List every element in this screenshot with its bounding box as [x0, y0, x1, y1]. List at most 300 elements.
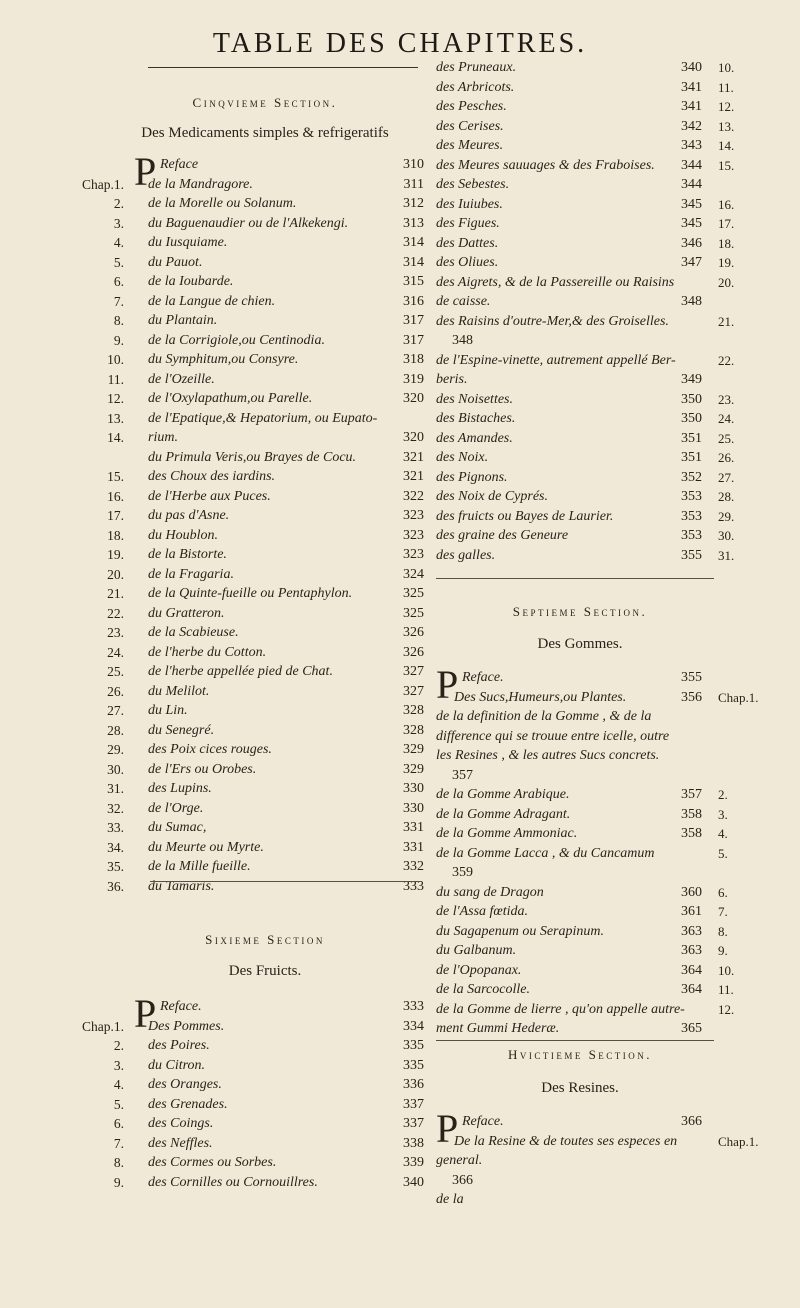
toc-entry — [432, 902, 772, 922]
chapter-title: de la Gomme Adragant. — [436, 806, 571, 822]
drop-capital: P — [436, 662, 459, 707]
page-number: 311 — [403, 176, 424, 192]
page-number: 343 — [681, 138, 702, 153]
toc-entry — [432, 688, 772, 708]
chapter-title: de la Corrigiole,ou Centinodia. — [148, 332, 325, 348]
toc-entry — [78, 584, 428, 604]
chapter-number: 26. — [107, 683, 124, 699]
toc-entry — [78, 233, 428, 253]
chapter-number: Chap.1. — [82, 1018, 124, 1034]
chapter-number: 28. — [107, 722, 124, 738]
chapter-number: 20. — [718, 274, 735, 290]
chapter-number: 14. — [718, 138, 735, 153]
chapter-number: 10. — [718, 962, 735, 978]
chapter-title: des Cerises. — [436, 118, 504, 134]
chapter-number: 12. — [107, 391, 124, 406]
chapter-number: 23. — [718, 391, 735, 407]
chapter-title: les Resines , & les autres Sucs concrets. — [436, 748, 660, 763]
toc-entry — [432, 351, 772, 371]
toc-entry — [432, 1190, 772, 1210]
toc-entry — [432, 727, 772, 747]
toc-entry — [78, 545, 428, 565]
page-number: 351 — [681, 430, 702, 446]
chapter-number: 6. — [113, 1116, 124, 1131]
page-number: 344 — [681, 157, 702, 173]
chapter-number: 10. — [107, 352, 124, 367]
chapter-title: de l'Espine-vinette, autrement appellé Ber- — [436, 352, 676, 368]
page-number: 322 — [403, 488, 424, 504]
toc-entry — [432, 507, 772, 527]
toc-entry — [432, 117, 772, 137]
toc-entry — [432, 390, 772, 410]
toc-entry — [432, 922, 772, 942]
page-number: 341 — [681, 99, 702, 114]
toc-entry — [78, 1056, 428, 1076]
page-number: 313 — [403, 215, 424, 231]
chapter-title: des Noix. — [436, 450, 489, 465]
page-number: 330 — [403, 800, 424, 816]
chapter-number: 5. — [113, 1096, 124, 1112]
chapter-title: Des Sucs,Humeurs,ou Plantes. — [454, 689, 627, 705]
chapter-title: de la Morelle ou Solanum. — [148, 196, 297, 211]
toc-entry — [78, 370, 428, 390]
page-number: 365 — [681, 1021, 702, 1036]
chapter-number: Chap.1. — [82, 176, 124, 192]
chapter-title: de la Gomme Arabique. — [436, 787, 570, 802]
toc-entry — [432, 175, 772, 195]
toc-entry — [432, 429, 772, 449]
page-number: 325 — [403, 586, 424, 601]
chapter-title: du Primula Veris,ou Brayes de Cocu. — [148, 449, 357, 465]
chapter-number: 8. — [113, 313, 124, 328]
chapter-number: 22. — [718, 352, 735, 368]
toc-entry — [432, 941, 772, 961]
chapter-number: 31. — [107, 781, 124, 796]
toc-entry — [78, 740, 428, 760]
chapter-number: 13. — [718, 118, 735, 134]
page-number: 353 — [681, 489, 702, 504]
chapter-number: 5. — [718, 845, 728, 861]
chapter-title: de la Gomme Ammoniac. — [436, 826, 578, 841]
chapter-number: 33. — [107, 820, 124, 835]
page-number: 339 — [403, 1155, 424, 1170]
toc-entry — [78, 857, 428, 877]
toc-entry — [78, 1017, 428, 1037]
toc-entry — [78, 194, 428, 214]
chapter-number: 21. — [107, 586, 124, 601]
chapter-number: 28. — [718, 489, 735, 504]
page-number: 328 — [403, 703, 424, 718]
toc-entry — [432, 546, 772, 566]
page-number: 344 — [681, 177, 702, 192]
toc-entry — [78, 1153, 428, 1173]
chapter-title: des Dattes. — [436, 235, 499, 251]
chapter-title: des Raisins d'outre-Mer,& des Groiselles. — [436, 313, 669, 329]
chapter-title: de caisse. — [436, 294, 491, 309]
chapter-title: du Galbanum. — [436, 943, 517, 958]
toc-entry — [78, 760, 428, 780]
chapter-title: du Sagapenum ou Serapinum. — [436, 923, 604, 939]
chapter-number: 18. — [107, 527, 124, 543]
chapter-title: des Oranges. — [148, 1077, 222, 1092]
page-number: 318 — [403, 352, 424, 367]
toc-entry — [78, 292, 428, 312]
chapter-title: des Grenades. — [148, 1096, 228, 1112]
toc-entry — [78, 526, 428, 546]
chapter-title: du Plantain. — [148, 313, 218, 328]
toc-entry — [78, 350, 428, 370]
page-number: 366 — [681, 1114, 702, 1129]
chapter-title: De la Resine & de toutes ses especes en — [454, 1133, 678, 1149]
toc-entry — [78, 662, 428, 682]
page-number: 356 — [681, 689, 702, 705]
chapter-title: du Pauot. — [148, 254, 203, 270]
chapter-title: du Gratteron. — [148, 605, 225, 621]
toc-entry — [78, 604, 428, 624]
drop-capital: P — [134, 149, 157, 194]
chapter-number: 9. — [718, 943, 728, 958]
chapter-number: 20. — [107, 566, 124, 582]
page-number: 341 — [681, 79, 702, 95]
chapter-title: des Pruneaux. — [436, 60, 517, 75]
chapter-number: 9. — [113, 1174, 124, 1190]
page-number: 331 — [403, 820, 424, 835]
section-7-rule — [436, 578, 714, 579]
chapter-number: 7. — [113, 1135, 124, 1151]
chapter-title: des Neffles. — [148, 1135, 213, 1151]
page-number: 360 — [681, 884, 702, 900]
chapter-title: des Iuiubes. — [436, 196, 503, 212]
chapter-number: 6. — [113, 274, 124, 289]
chapter-number: 9. — [113, 332, 124, 348]
chapter-title: general. — [436, 1153, 483, 1168]
chapter-title: des Figues. — [436, 216, 500, 231]
chapter-title: de la Scabieuse. — [148, 625, 239, 640]
page-number: 363 — [681, 943, 702, 958]
chapter-title: des Oliues. — [436, 255, 499, 270]
page-number: 329 — [403, 761, 424, 777]
chapter-title: des Poix cices rouges. — [148, 742, 272, 757]
chapter-number: 25. — [107, 664, 124, 679]
chapter-number: 27. — [718, 469, 735, 485]
chapter-number: 15. — [718, 157, 735, 173]
section-5-heading: Cinqvieme Section. — [192, 95, 338, 110]
chapter-number: 7. — [113, 293, 124, 309]
chapter-title: du Melilot. — [148, 683, 210, 699]
toc-entry — [78, 623, 428, 643]
chapter-number: 15. — [107, 469, 124, 484]
toc-entry — [432, 824, 772, 844]
chapter-title — [134, 149, 199, 194]
chapter-title: des fruicts ou Bayes de Laurier. — [436, 508, 614, 524]
page-number: 314 — [403, 235, 424, 250]
chapter-number: 31. — [718, 547, 735, 563]
chapter-title — [436, 662, 504, 707]
chapter-title-text: Reface. — [462, 1114, 504, 1129]
toc-entry — [432, 980, 772, 1000]
page-number: 363 — [681, 923, 702, 939]
chapter-title: du Tamaris. — [148, 878, 215, 894]
chapter-title: du Lin. — [148, 703, 188, 718]
toc-entry — [432, 331, 772, 351]
page-number: 336 — [403, 1077, 424, 1092]
chapter-title: de la Gomme Lacca , & du Cancamum — [436, 845, 655, 861]
chapter-number: 30. — [107, 761, 124, 777]
chapter-title: des Choux des iardins. — [148, 469, 276, 484]
section-6-continued-list — [432, 58, 772, 565]
page-number: 340 — [681, 60, 702, 75]
chapter-number: 30. — [718, 528, 735, 543]
chapter-title: des Coings. — [148, 1116, 214, 1131]
chapter-number: 25. — [718, 430, 735, 446]
toc-entry — [78, 1036, 428, 1056]
toc-entry — [432, 844, 772, 864]
chapter-title: de la definition de la Gomme , & de la — [436, 709, 652, 724]
page-number: 337 — [403, 1116, 424, 1131]
chapter-title: du Citron. — [148, 1057, 206, 1073]
page-number: 335 — [403, 1038, 424, 1053]
toc-entry — [432, 1000, 772, 1020]
chapter-title: de l'Ers ou Orobes. — [148, 761, 257, 777]
section-7-subtitle: Des Gommes. — [537, 636, 623, 652]
toc-entry — [78, 467, 428, 487]
toc-entry — [432, 785, 772, 805]
chapter-number: 8. — [113, 1155, 124, 1170]
chapter-number: 34. — [107, 839, 124, 855]
section-6-heading: Sixieme Section — [205, 932, 325, 947]
chapter-number: 5. — [113, 254, 124, 270]
page-number: 317 — [403, 313, 424, 328]
chapter-title: rium. — [148, 430, 178, 445]
chapter-number: 16. — [718, 196, 735, 212]
chapter-title: Des Pommes. — [148, 1018, 225, 1034]
chapter-title: des Cormes ou Sorbes. — [148, 1155, 277, 1170]
chapter-title: des Pesches. — [436, 99, 507, 114]
chapter-title: des Amandes. — [436, 430, 513, 446]
page-number: 319 — [403, 371, 424, 387]
chapter-number: 6. — [718, 884, 728, 900]
chapter-title — [436, 1106, 504, 1151]
chapter-title: de l'herbe appellée pied de Chat. — [148, 664, 333, 679]
chapter-number: 19. — [718, 255, 735, 270]
chapter-number: 35. — [107, 859, 124, 874]
chapter-number: 11. — [107, 371, 124, 387]
chapter-number: 4. — [113, 1077, 124, 1092]
chapter-number: 12. — [718, 99, 735, 114]
page-number: 326 — [403, 644, 424, 660]
page-number: 325 — [403, 605, 424, 621]
section-6-rule — [150, 881, 420, 882]
page-number: 320 — [403, 430, 424, 445]
toc-entry — [432, 253, 772, 273]
chapter-number: 24. — [107, 644, 124, 660]
page-number: 320 — [403, 391, 424, 406]
chapter-title: ment Gummi Hederæ. — [436, 1021, 560, 1036]
page-number: 357 — [681, 787, 702, 802]
section-8-heading: Hvictieme Section. — [507, 1047, 653, 1062]
toc-entry — [78, 818, 428, 838]
chapter-title: des Lupins. — [148, 781, 212, 796]
toc-entry — [432, 78, 772, 98]
chapter-number: Chap.1. — [718, 689, 759, 705]
chapter-number: 32. — [107, 800, 124, 816]
chapter-number: 26. — [718, 450, 735, 465]
page-number: 347 — [681, 255, 702, 270]
chapter-title: du Sumac, — [148, 820, 207, 835]
chapter-number: 21. — [718, 313, 735, 329]
chapter-number: 24. — [718, 411, 735, 426]
toc-entry — [432, 468, 772, 488]
page-number: 355 — [681, 547, 702, 563]
drop-capital: P — [436, 1106, 459, 1151]
toc-entry — [78, 253, 428, 273]
page-number: 355 — [681, 670, 702, 685]
toc-entry — [432, 312, 772, 332]
page-number: 334 — [403, 1018, 424, 1034]
toc-entry — [432, 156, 772, 176]
chapter-title: de la Bistorte. — [148, 547, 227, 562]
page-number: 314 — [403, 254, 424, 270]
page-number: 326 — [403, 625, 424, 640]
toc-entry — [432, 526, 772, 546]
chapter-number: 4. — [113, 235, 124, 250]
toc-entry — [78, 506, 428, 526]
page-number: 323 — [403, 547, 424, 562]
chapter-title: de la Ioubarde. — [148, 274, 234, 289]
section-7-list — [432, 662, 772, 1039]
toc-entry — [78, 409, 428, 429]
toc-entry — [78, 838, 428, 858]
toc-entry — [432, 409, 772, 429]
chapter-title: du sang de Dragon — [436, 884, 544, 900]
chapter-number: Chap.1. — [718, 1133, 759, 1149]
toc-entry — [78, 1114, 428, 1134]
toc-entry — [432, 1171, 772, 1191]
page-number: 321 — [403, 469, 424, 484]
chapter-number: 8. — [718, 923, 728, 939]
page-number: 351 — [681, 450, 702, 465]
toc-entry — [78, 214, 428, 234]
page-number: 321 — [403, 449, 424, 465]
page-number: 312 — [403, 196, 424, 211]
chapter-title: de l'Epatique,& Hepatorium, ou Eupato- — [148, 410, 378, 426]
toc-entry — [432, 58, 772, 78]
toc-entry — [432, 448, 772, 468]
toc-entry — [78, 331, 428, 351]
chapter-title: du pas d'Asne. — [148, 508, 230, 523]
toc-entry — [432, 1019, 772, 1039]
chapter-title: 357 — [452, 767, 473, 783]
chapter-number: 3. — [113, 1057, 124, 1073]
chapter-title: des Arbricots. — [436, 79, 515, 95]
toc-entry — [432, 1151, 772, 1171]
chapter-title: de l'herbe du Cotton. — [148, 644, 267, 660]
page-number: 315 — [403, 274, 424, 289]
page-number: 348 — [681, 294, 702, 309]
toc-entry — [78, 175, 428, 195]
toc-entry — [432, 214, 772, 234]
toc-entry — [78, 487, 428, 507]
chapter-title: des Sebestes. — [436, 177, 510, 192]
chapter-title: du Houblon. — [148, 527, 218, 543]
chapter-number: 29. — [718, 508, 735, 524]
toc-entry — [432, 746, 772, 766]
chapter-title: des galles. — [436, 547, 496, 563]
page-number: 338 — [403, 1135, 424, 1151]
chapter-number: 11. — [718, 79, 734, 95]
section-6-list — [78, 991, 428, 1192]
page-number: 337 — [403, 1096, 424, 1112]
toc-entry — [78, 779, 428, 799]
chapter-number: 10. — [718, 60, 735, 75]
chapter-number: 18. — [718, 235, 735, 251]
toc-entry — [432, 1132, 772, 1152]
section-7-heading: Septieme Section. — [512, 604, 648, 619]
chapter-title: des Aigrets, & de la Passereille ou Raisins — [436, 274, 675, 290]
chapter-title: de l'Ozeille. — [148, 371, 215, 387]
chapter-title: de la Quinte-fueille ou Pentaphylon. — [148, 586, 353, 601]
chapter-title: du Senegré. — [148, 722, 215, 738]
toc-entry — [432, 961, 772, 981]
toc-entry — [78, 311, 428, 331]
chapter-title: de la Gomme de lierre , qu'on appelle autre- — [436, 1001, 685, 1017]
chapter-number: 17. — [107, 508, 124, 523]
page-number: 310 — [403, 157, 424, 172]
page-number: 324 — [403, 566, 424, 582]
page-title: TABLE DES CHAPITRES. — [212, 28, 588, 59]
toc-entry — [432, 234, 772, 254]
page-number: 353 — [681, 508, 702, 524]
page-number: 364 — [681, 962, 702, 978]
toc-entry — [78, 448, 428, 468]
chapter-number: 17. — [718, 216, 735, 231]
page-number: 329 — [403, 742, 424, 757]
chapter-number: 4. — [718, 826, 728, 841]
chapter-number: 3. — [113, 215, 124, 231]
toc-entry — [78, 389, 428, 409]
toc-entry — [432, 805, 772, 825]
chapter-title: 366 — [452, 1172, 473, 1188]
chapter-title: 359 — [452, 865, 473, 880]
toc-entry — [78, 1173, 428, 1193]
chapter-number: 2. — [113, 1038, 124, 1053]
chapter-title: des graine des Geneure — [436, 528, 569, 543]
page-number: 358 — [681, 826, 702, 841]
toc-entry — [78, 428, 428, 448]
chapter-number: 36. — [107, 878, 124, 894]
toc-entry — [432, 97, 772, 117]
toc-entry — [78, 1095, 428, 1115]
chapter-title: des Meures sauuages & des Fraboises. — [436, 157, 655, 173]
toc-entry — [78, 799, 428, 819]
toc-entry — [78, 565, 428, 585]
page-number: 327 — [403, 664, 424, 679]
chapter-title: des Pignons. — [436, 469, 508, 485]
chapter-title: des Cornilles ou Cornouillres. — [148, 1174, 318, 1190]
toc-entry — [432, 487, 772, 507]
page-number: 327 — [403, 683, 424, 699]
chapter-number: 7. — [718, 904, 728, 919]
toc-entry — [432, 292, 772, 312]
toc-entry — [78, 1075, 428, 1095]
chapter-title: de l'Oxylapathum,ou Parelle. — [148, 391, 313, 406]
toc-entry — [78, 1134, 428, 1154]
chapter-title: des Noix de Cyprés. — [436, 489, 548, 504]
page-number: 330 — [403, 781, 424, 796]
chapter-number: 19. — [107, 547, 124, 562]
toc-entry — [78, 877, 428, 897]
page-number: 333 — [403, 999, 424, 1014]
